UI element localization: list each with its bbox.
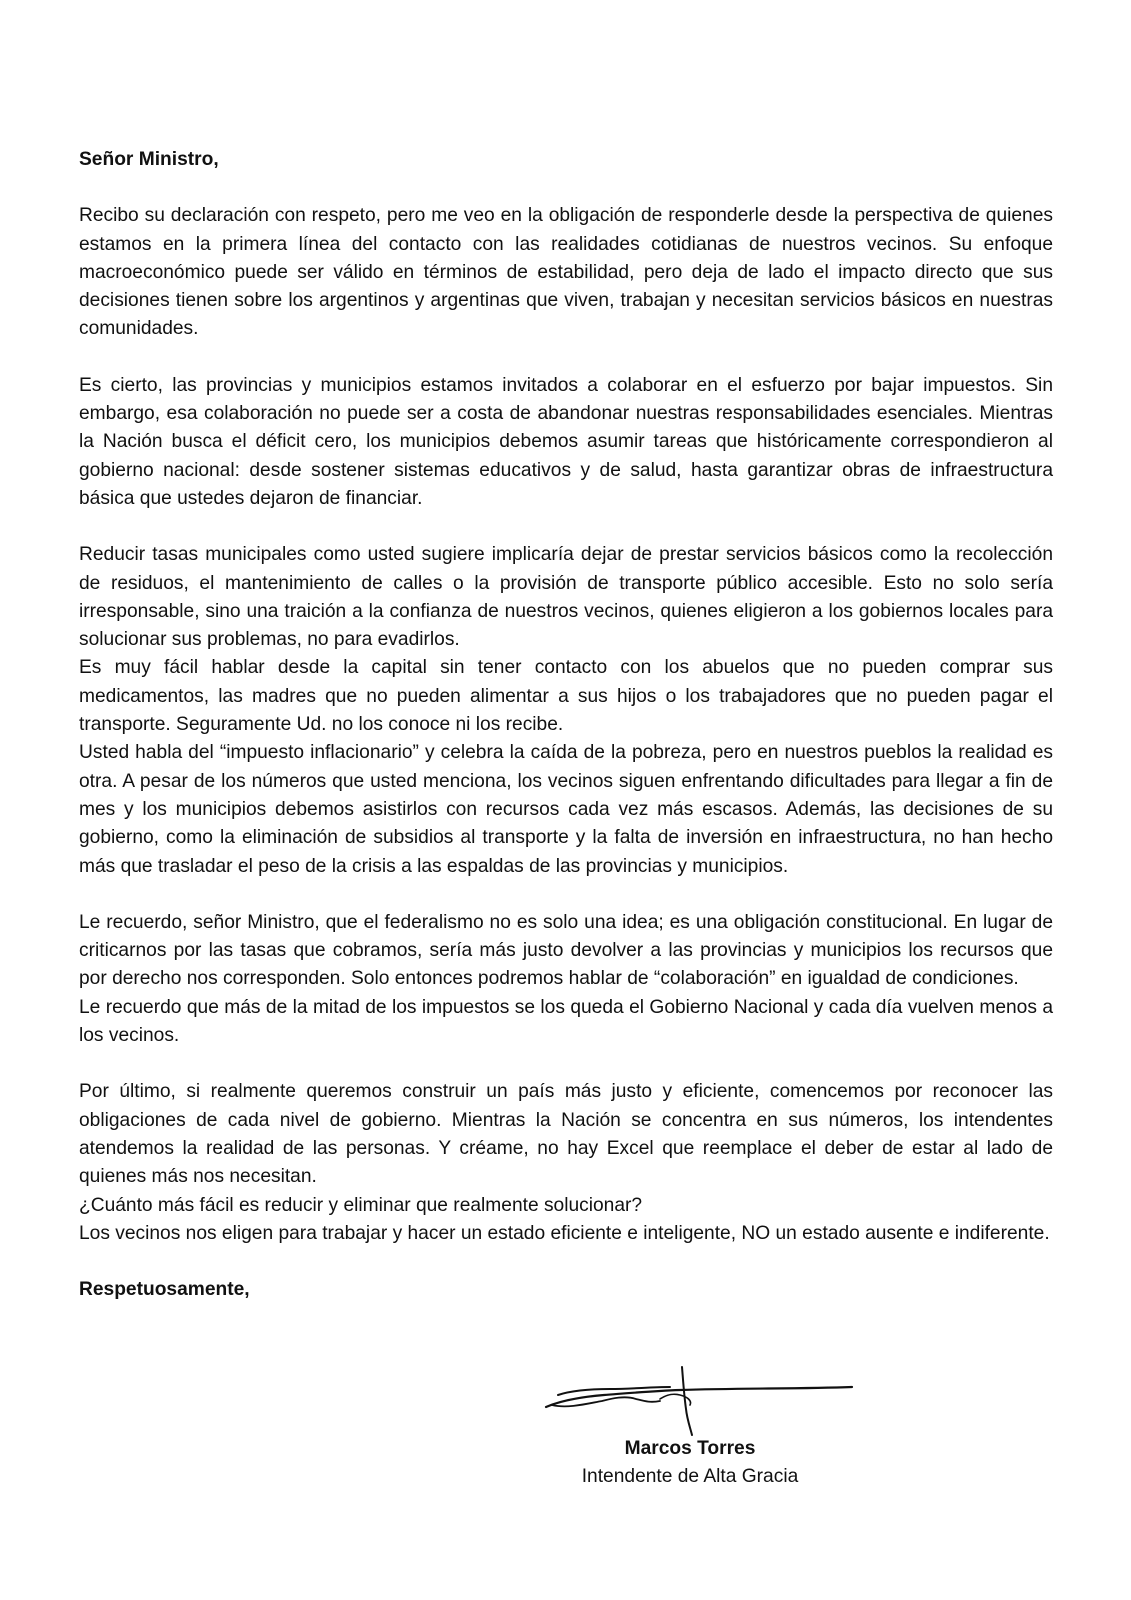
paragraph-line: Le recuerdo, señor Ministro, que el federalismo no es solo una idea; es una obligación constitucional. En lugar de criticarnos por las tasas que cobramos, sería más justo devolver a las provincias y municipios los recursos que por derecho nos corresponden. Solo entonces podremos hablar de “colaboración” en igualdad de condiciones. (79, 911, 1053, 990)
paragraph-5 (79, 1078, 1053, 1248)
closing: Respetuosamente, (79, 1279, 250, 1301)
paragraph-line: Es cierto, las provincias y municipios estamos invitados a colaborar en el esfuerzo por bajar impuestos. Sin embargo, esa colaboración no puede ser a costa de abandonar nuestras responsabilidades esenciales. Mientras la Nación busca el déficit cero, los municipios debemos asumir tareas que históricamente correspondieron al gobierno nacional: desde sostener sistemas educativos y de salud, hasta garantizar obras de infraestructura básica que ustedes dejaron de financiar. (79, 374, 1053, 509)
paragraph-line: Le recuerdo que más de la mitad de los impuestos se los queda el Gobierno Nacional y cada día vuelven menos a los vecinos. (79, 996, 1053, 1047)
letter-body (79, 146, 1053, 1304)
paragraph-2 (79, 372, 1053, 513)
salutation: Señor Ministro, (79, 149, 219, 170)
paragraph-line: Por último, si realmente queremos construir un país más justo y eficiente, comencemos por reconocer las obligaciones de cada nivel de gobierno. Mientras la Nación se concentra en sus números, los intendentes atendemos la realidad de las personas. Y créame, no hay Excel que reemplace el deber de estar al lado de quienes más nos necesitan. (79, 1081, 1053, 1188)
paragraph-line: Recibo su declaración con respeto, pero me veo en la obligación de responderle desde la perspectiva de quienes estamos en la primera línea del contacto con las realidades cotidianas de nuestros vecinos. Su enfoque macroeconómico puede ser válido en términos de estabilidad, pero deja de lado el impacto directo que sus decisiones tienen sobre los argentinos y argentinas que viven, trabajan y necesitan servicios básicos en nuestras comunidades. (79, 205, 1053, 340)
handwritten-signature (540, 1365, 880, 1445)
paragraph-line: Reducir tasas municipales como usted sugiere implicaría dejar de prestar servicios básicos como la recolección de residuos, el mantenimiento de calles o la provisión de transporte público accesible. Esto no solo sería irresponsable, sino una traición a la confianza de nuestros vecinos, quienes eligieron a los gobiernos locales para solucionar sus problemas, no para evadirlos. (79, 544, 1053, 651)
paragraph-3 (79, 541, 1053, 881)
paragraph-line: Los vecinos nos eligen para trabajar y hacer un estado eficiente e inteligente, NO un estado ausente e indiferente. (79, 1222, 1050, 1244)
paragraph-line: Es muy fácil hablar desde la capital sin tener contacto con los abuelos que no pueden comprar sus medicamentos, las madres que no pueden alimentar a sus hijos o los trabajadores que no pueden pagar el transporte. Seguramente Ud. no los conoce ni los recibe. (79, 657, 1053, 736)
signer-name: Marcos Torres (624, 1438, 756, 1459)
paragraph-1 (79, 202, 1053, 343)
signature-block (540, 1365, 880, 1505)
paragraph-4 (79, 909, 1053, 1050)
signer-title: Intendente de Alta Gracia (581, 1466, 799, 1487)
paragraph-line: ¿Cuánto más fácil es reducir y eliminar que realmente solucionar? (79, 1194, 643, 1216)
paragraph-line: Usted habla del “impuesto inflacionario” y celebra la caída de la pobreza, pero en nuestros pueblos la realidad es otra. A pesar de los números que usted menciona, los vecinos siguen enfrentando dificultades para llegar a fin de mes y los municipios debemos asistirlos con recursos cada vez más escasos. Además, las decisiones de su gobierno, como la eliminación de subsidios al transporte y la falta de inversión en infraestructura, no han hecho más que trasladar el peso de la crisis a las espaldas de las provincias y municipios. (79, 742, 1053, 877)
